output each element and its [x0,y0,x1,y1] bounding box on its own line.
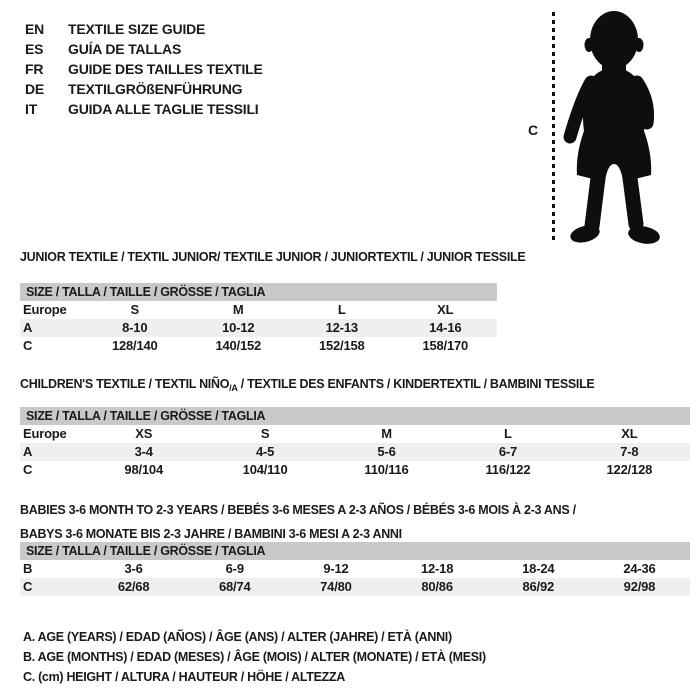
size-cell: S [260,426,270,441]
height-dotted-line-icon [552,12,555,243]
row-label: Europe [23,426,67,441]
age-cell: 4-5 [256,444,275,459]
age-cell: 6-9 [225,561,244,576]
height-cell: 98/104 [124,462,163,477]
age-cell: 8-10 [122,320,148,335]
height-cell: 158/170 [422,338,469,353]
table-row-height [20,337,497,355]
table-row-age-months [20,560,690,578]
row-label: C [23,462,33,477]
height-cell: 80/86 [421,579,453,594]
table-row-height [20,461,690,479]
junior-section-title: JUNIOR TEXTILE / TEXTIL JUNIOR/ TEXTILE JUNIOR / JUNIORTEXTIL / JUNIOR TESSILE [20,250,526,264]
height-cell: 116/122 [485,462,531,477]
height-cell: 62/68 [117,579,150,594]
row-label: Europe [23,302,67,317]
junior-size-table [20,283,497,355]
size-header-row: SIZE / TALLA / TAILLE / GRÖSSE / TAGLIA [20,283,497,301]
language-code: IT [25,101,38,117]
children-size-table [20,407,690,479]
children-title-text: CHILDREN'S TEXTILE / TEXTIL NIÑO [20,377,230,391]
language-code: ES [25,41,44,57]
height-marker-label: C [528,122,538,138]
language-row-it [25,99,263,119]
language-code: DE [25,81,45,97]
size-cell: XL [437,302,454,317]
age-cell: 12-13 [325,320,358,335]
children-title-subscript: /A [229,383,238,393]
guide-title-es: GUÍA DE TALLAS [68,41,182,57]
age-cell: 24-36 [623,561,656,576]
size-cell: M [232,302,244,317]
table-row-age [20,319,497,337]
size-header-row: SIZE / TALLA / TAILLE / GRÖSSE / TAGLIA [20,542,690,560]
age-cell: 7-8 [620,444,639,459]
height-cell: 128/140 [111,338,158,353]
guide-title-it: GUIDA ALLE TAGLIE TESSILI [68,101,259,117]
guide-title-de: TEXTILGRÖßENFÜHRUNG [68,81,243,97]
guide-title-en: TEXTILE SIZE GUIDE [68,21,206,37]
size-header-row: SIZE / TALLA / TAILLE / GRÖSSE / TAGLIA [20,407,690,425]
size-cell: S [130,302,139,317]
language-row-de [25,79,263,99]
footnote-a: A. AGE (YEARS) / EDAD (AÑOS) / ÂGE (ANS) / ALTER (JAHRE) / ETÀ (ANNI) [23,630,452,644]
age-cell: 14-16 [429,320,462,335]
children-section-title [20,377,594,396]
language-code: EN [25,21,45,37]
footnote-b: B. AGE (MONTHS) / EDAD (MESES) / ÂGE (MOIS) / ALTER (MONATE) / ETÀ (MESI) [23,650,486,664]
row-label: A [23,320,33,335]
age-cell: 5-6 [377,444,396,459]
language-row-es [25,39,263,59]
height-cell: 104/110 [242,462,288,477]
age-cell: 6-7 [498,444,518,459]
babies-size-table [20,542,690,596]
language-row-en [25,19,263,39]
row-label: B [23,561,33,576]
language-list [25,19,263,119]
language-code: FR [25,61,44,77]
height-cell: 140/152 [215,338,262,353]
children-title-text: / TEXTILE DES ENFANTS / KINDERTEXTIL / BAMBINI TESSILE [237,377,595,391]
size-cell: XL [621,426,638,441]
row-label: A [23,444,33,459]
size-cell: XS [135,426,153,441]
guide-title-fr: GUIDE DES TAILLES TEXTILE [68,61,263,77]
age-cell: 18-24 [522,561,555,576]
footnote-legend [23,627,486,687]
height-cell: 74/80 [320,579,352,594]
language-row-fr [25,59,263,79]
size-cell: M [381,426,392,441]
babies-title-line2: BABYS 3-6 MONATE BIS 2-3 JAHRE / BAMBINI 3-6 MESI A 2-3 ANNI [20,527,402,541]
height-cell: 86/92 [522,579,555,594]
height-cell: 122/128 [606,462,653,477]
height-cell: 92/98 [623,579,656,594]
height-cell: 68/74 [218,579,251,594]
baby-silhouette-icon [558,6,663,250]
table-row-height [20,578,690,596]
size-cell: L [504,426,512,441]
babies-title-line1: BABIES 3-6 MONTH TO 2-3 YEARS / BEBÉS 3-6 MESES A 2-3 AÑOS / BÉBÉS 3-6 MOIS À 2-3 ANS / [20,503,576,517]
row-label: C [23,338,33,353]
age-cell: 3-6 [124,561,143,576]
size-cell: L [337,302,346,317]
age-cell: 9-12 [323,561,349,576]
age-cell: 12-18 [420,561,454,576]
table-row-age [20,443,690,461]
age-cell: 10-12 [222,320,255,335]
row-label: C [23,579,33,594]
height-cell: 152/158 [318,338,365,353]
footnote-c: C. (cm) HEIGHT / ALTURA / HAUTEUR / HÖHE / ALTEZZA [23,670,346,684]
table-row-europe [20,425,690,443]
table-row-europe [20,301,497,319]
height-cell: 110/116 [364,462,409,477]
age-cell: 3-4 [134,444,153,459]
